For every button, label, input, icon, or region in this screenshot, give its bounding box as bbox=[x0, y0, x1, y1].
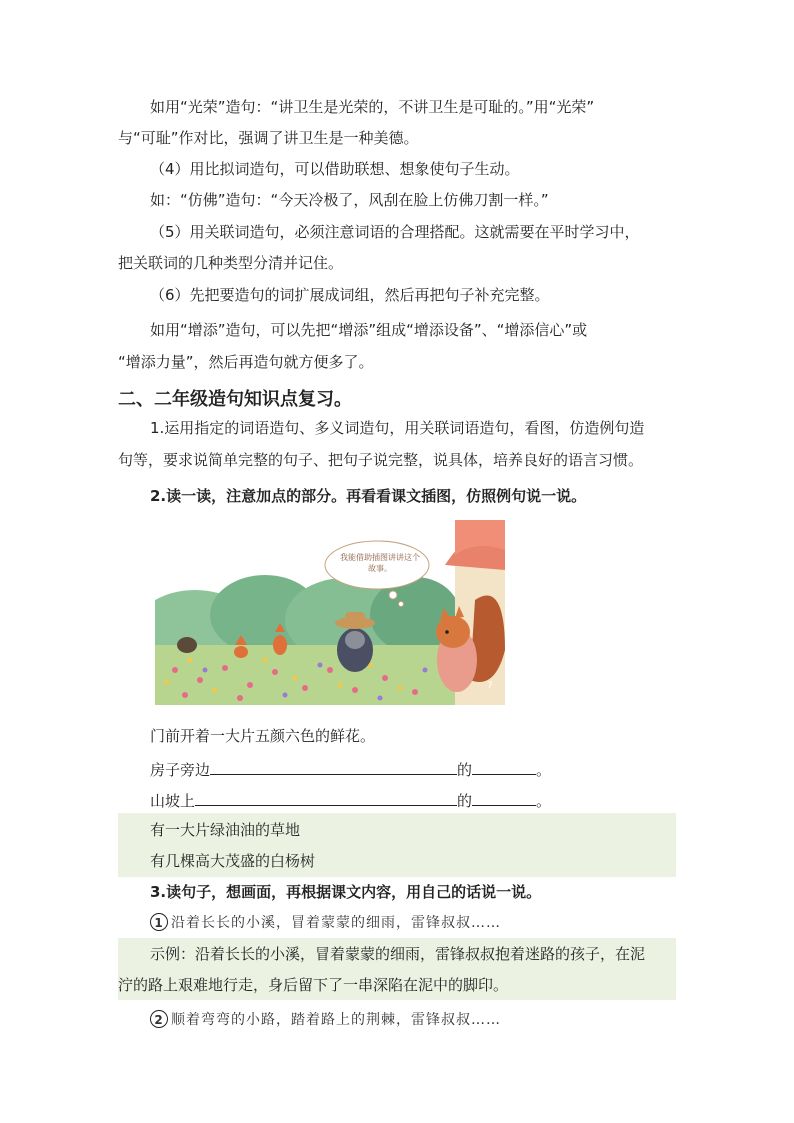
illustration-page-number: 7 bbox=[487, 681, 493, 691]
reading-item-1 bbox=[150, 913, 501, 933]
answer-1: 有一大片绿油油的草地 bbox=[150, 821, 301, 839]
text-line: （6）先把要造句的词扩展成词组，然后再把句子补充完整。 bbox=[150, 286, 550, 304]
question-3: 3.读句子，想画面，再根据课文内容，用自己的话说一说。 bbox=[150, 883, 542, 901]
reading-item-text: 沿着长长的小溪，冒着蒙蒙的细雨，雷锋叔叔…… bbox=[171, 915, 501, 931]
text-line: 与“可耻”作对比，强调了讲卫生是一种美德。 bbox=[118, 129, 419, 147]
answer-blank[interactable] bbox=[195, 789, 457, 806]
fill-in-sentence-1 bbox=[150, 758, 551, 780]
item-number-badge: 1 bbox=[150, 913, 168, 931]
fill-end: 。 bbox=[536, 792, 552, 810]
example-line: 泞的路上艰难地行走，身后留下了一串深陷在泥中的脚印。 bbox=[118, 976, 509, 994]
answer-blank[interactable] bbox=[472, 789, 536, 806]
fill-mid: 的 bbox=[457, 792, 473, 810]
text-line: “增添力量”，然后再造句就方便多了。 bbox=[118, 353, 374, 371]
text-line: （5）用关联词造句，必须注意词语的合理搭配。这就需要在平时学习中， bbox=[150, 223, 640, 241]
fill-in-sentence-2 bbox=[150, 789, 551, 811]
answer-blank[interactable] bbox=[472, 758, 536, 775]
example-sentence: 门前开着一大片五颜六色的鲜花。 bbox=[150, 727, 376, 745]
thought-bubble-text: 我能借助插图讲讲这个故事。 bbox=[340, 553, 420, 573]
example-line: 示例：沿着长长的小溪，冒着蒙蒙的细雨，雷锋叔叔抱着迷路的孩子，在泥 bbox=[150, 945, 646, 963]
text-line: 如用“增添”造句，可以先把“增添”组成“增添设备”、“增添信心”或 bbox=[150, 321, 588, 339]
fill-end: 。 bbox=[536, 761, 552, 779]
fill-prefix: 房子旁边 bbox=[150, 761, 211, 779]
reading-item-text: 顺着弯弯的小路，踏着路上的荆棘，雷锋叔叔…… bbox=[171, 1012, 501, 1028]
question-2: 2.读一读，注意加点的部分。再看看课文插图，仿照例句说一说。 bbox=[150, 487, 587, 505]
section-heading: 二、二年级造句知识点复习。 bbox=[118, 389, 352, 410]
textbook-illustration bbox=[155, 520, 505, 705]
text-line: 句等，要求说简单完整的句子、把句子说完整，说具体，培养良好的语言习惯。 bbox=[118, 451, 644, 469]
reading-item-2 bbox=[150, 1010, 501, 1030]
fill-mid: 的 bbox=[457, 761, 473, 779]
text-line: 1.运用指定的词语造句、多义词造句，用关联词语造句，看图，仿造例句造 bbox=[150, 419, 645, 437]
item-number-badge: 2 bbox=[150, 1010, 168, 1028]
text-line: 把关联词的几种类型分清并记住。 bbox=[118, 254, 344, 272]
answer-2: 有几棵高大茂盛的白杨树 bbox=[150, 852, 316, 870]
text-line: 如用“光荣”造句：“讲卫生是光荣的，不讲卫生是可耻的。”用“光荣” bbox=[150, 98, 595, 116]
text-line: （4）用比拟词造句，可以借助联想、想象使句子生动。 bbox=[150, 160, 520, 178]
fill-prefix: 山坡上 bbox=[150, 792, 196, 810]
answer-blank[interactable] bbox=[210, 758, 457, 775]
text-line: 如：“仿佛”造句：“今天冷极了，风刮在脸上仿佛刀割一样。” bbox=[150, 191, 549, 209]
